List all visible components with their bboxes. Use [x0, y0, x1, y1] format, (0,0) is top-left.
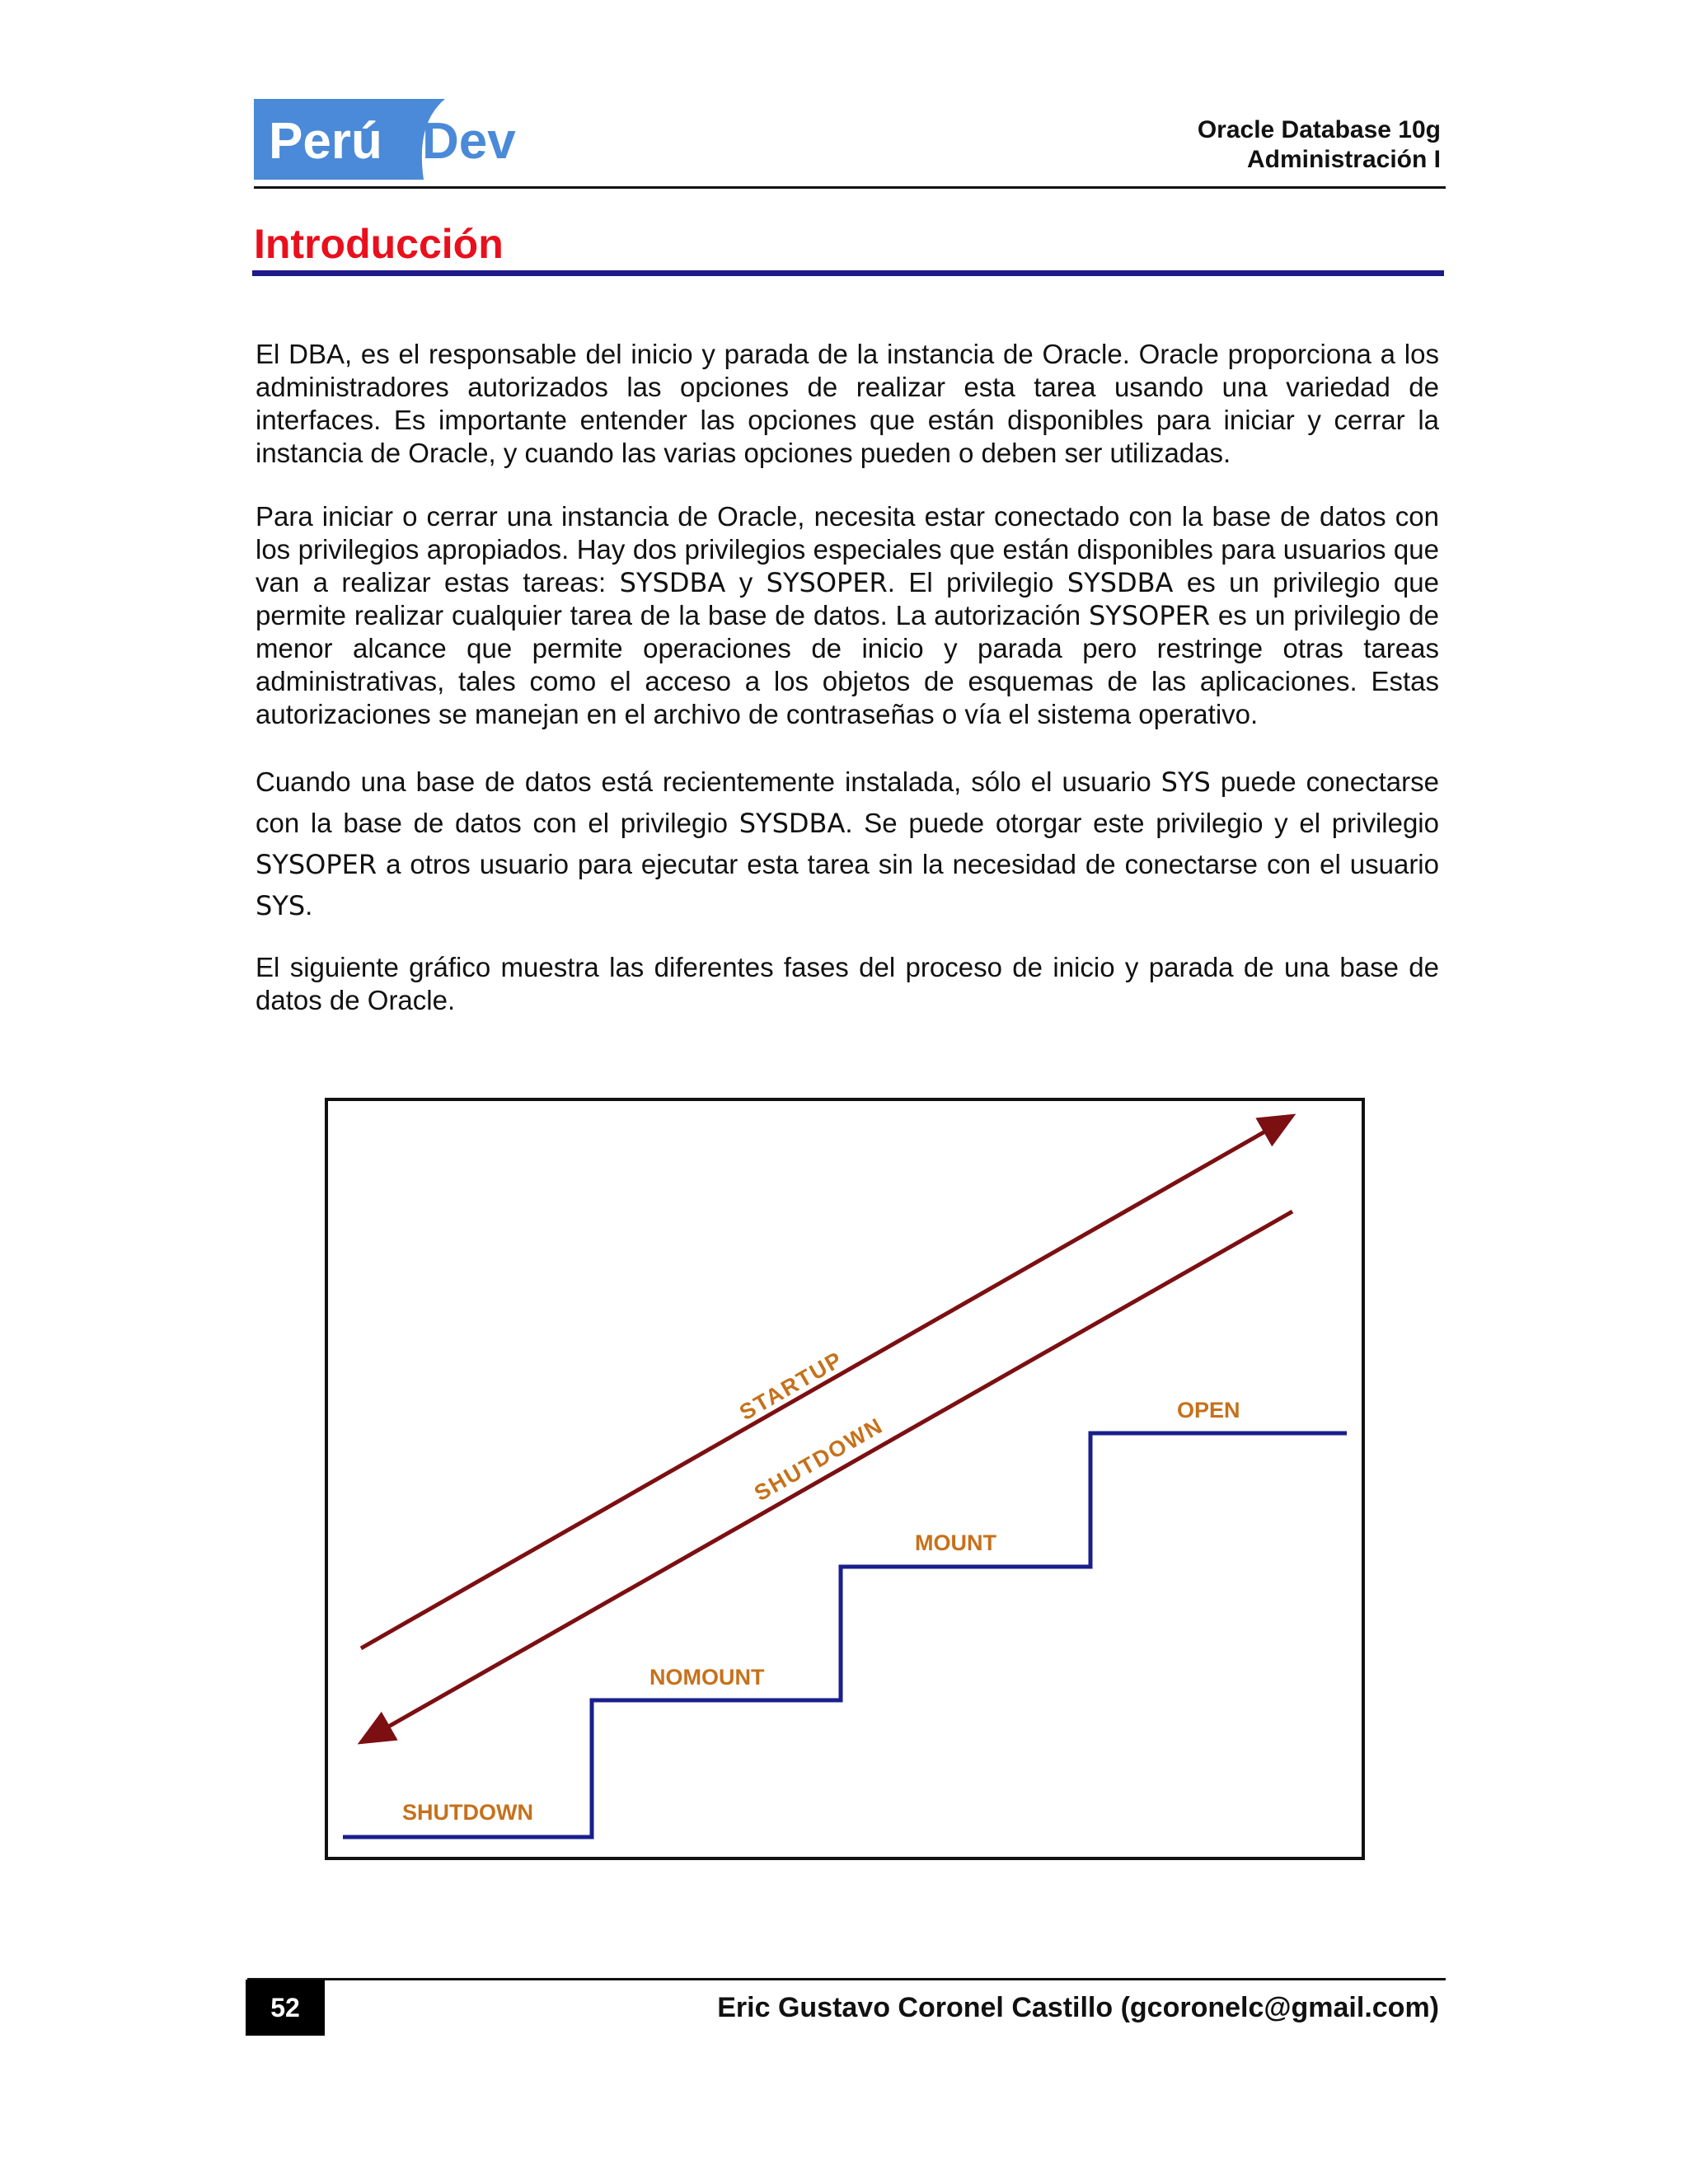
step-label-shutdown: SHUTDOWN	[402, 1800, 533, 1825]
keyword-sysdba: SYSDBA	[619, 567, 726, 598]
header-title-line1: Oracle Database 10g	[1197, 116, 1441, 143]
logo-word-peru: Perú	[269, 113, 382, 170]
keyword-sysoper: SYSOPER	[256, 849, 377, 880]
logo-word-dev: Dev	[422, 113, 516, 170]
keyword-sysdba: SYSDBA	[738, 808, 846, 839]
p2-text-4: es un privilegio que permite realizar cualquier tarea de la base de datos. La autorización	[256, 567, 1439, 630]
footer-divider	[247, 1978, 1446, 1980]
footer-author: Eric Gustavo Coronel Castillo (gcoronelc@gmail.com)	[717, 1992, 1439, 2023]
keyword-sysdba: SYSDBA	[1067, 567, 1174, 598]
p3-text-1: Cuando una base de datos está recientemente instalada, sólo el usuario	[256, 766, 1161, 797]
section-title: Introducción	[254, 221, 504, 267]
paragraph-1: El DBA, es el responsable del inicio y parada de la instancia de Oracle. Oracle proporciona a los administradores autorizados las opciones de realizar esta tarea usando una variedad de interfaces. Es importante entender las opciones que están disponibles para iniciar y cerrar la instancia de Oracle, y cuando las varias opciones pueden o deben ser utilizadas.	[256, 339, 1439, 468]
keyword-sysoper: SYSOPER	[766, 567, 888, 598]
p3-text-4: a otros usuario para ejecutar esta tarea sin la necesidad de conectarse con el usuario	[377, 849, 1439, 879]
p2-text-3: . El privilegio	[887, 567, 1067, 598]
peru-dev-logo	[254, 99, 526, 180]
keyword-sysoper: SYSOPER	[1088, 600, 1211, 631]
step-label-open: OPEN	[1177, 1398, 1240, 1422]
p2-text-2: y	[725, 567, 767, 598]
step-label-nomount: NOMOUNT	[649, 1665, 765, 1690]
keyword-sys: SYS	[1160, 766, 1211, 798]
shutdown-arrow	[361, 1212, 1292, 1742]
header-divider	[254, 186, 1446, 189]
paragraph-2	[256, 500, 1439, 731]
p2-text-1: Para iniciar o cerrar una instancia de Oracle, necesita estar conectado con la base de datos con los privilegios apropiados. Hay dos privilegios especiales que están disponibles para usuarios que van a realizar estas tareas:	[256, 501, 1439, 598]
section-title-underline	[252, 270, 1444, 276]
startup-arrow	[361, 1116, 1292, 1648]
document-header-title	[1198, 115, 1441, 175]
step-label-mount: MOUNT	[915, 1530, 996, 1555]
p3-text-2: puede conectarse con la base de datos con el privilegio	[256, 766, 1439, 838]
shutdown-arrow-label: SHUTDOWN	[750, 1413, 888, 1507]
startup-shutdown-diagram	[325, 1098, 1365, 1860]
body-text	[256, 338, 1439, 1047]
paragraph-4: El siguiente gráfico muestra las diferentes fases del proceso de inicio y parada de una base de datos de Oracle.	[256, 952, 1439, 1015]
page-number: 52	[246, 1980, 325, 2036]
p3-text-5: .	[305, 890, 313, 921]
keyword-sys: SYS	[256, 890, 306, 921]
diagram-canvas	[328, 1101, 1362, 1857]
startup-arrow-label: STARTUP	[735, 1346, 848, 1426]
paragraph-3	[256, 762, 1439, 926]
p2-text-5: es un privilegio de menor alcance que permite operaciones de inicio y parada pero restringe otras tareas administrativas, tales como el acceso a los objetos de esquemas de las aplicaciones. Estas autorizaciones se manejan en el archivo de contraseñas o vía el sistema operativo.	[256, 600, 1439, 729]
header-title-line2: Administración I	[1246, 146, 1441, 173]
state-staircase	[343, 1433, 1347, 1837]
p3-text-3: . Se puede otorgar este privilegio y el privilegio	[845, 808, 1439, 838]
